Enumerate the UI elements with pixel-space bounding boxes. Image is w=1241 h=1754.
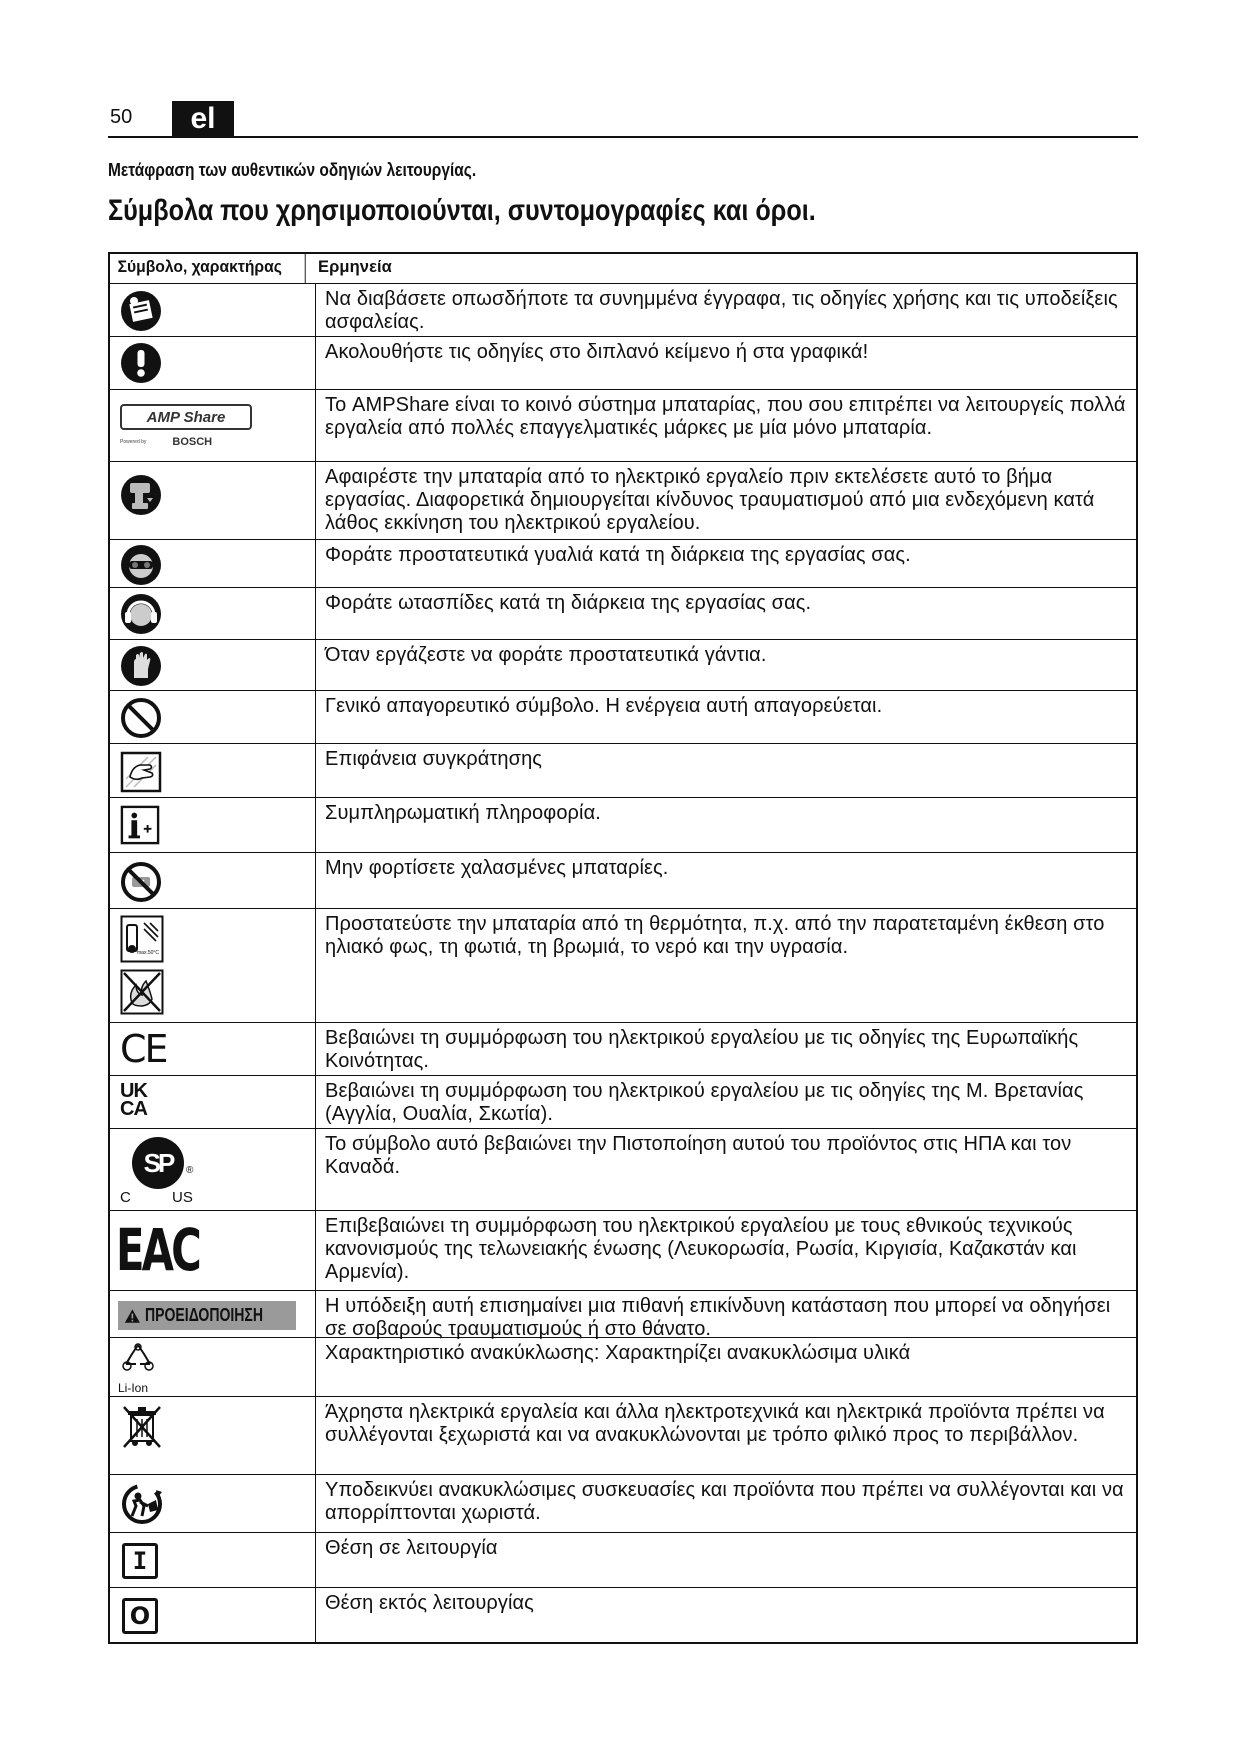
column-header-meaning: Ερμηνεία xyxy=(318,258,392,276)
meaning-text: Φοράτε προστατευτικά γυαλιά κατά τη διάρκεια της εργασίας σας. xyxy=(325,544,911,566)
prohibition-icon xyxy=(120,697,162,739)
warning-triangle-icon xyxy=(124,1307,141,1325)
ampshare-logo-icon xyxy=(120,404,260,454)
csa-left-label: C xyxy=(120,1189,131,1206)
meaning-text: Όταν εργάζεστε να φοράτε προστατευτικά γάντια. xyxy=(325,644,767,666)
table-row xyxy=(110,389,1136,461)
table-row xyxy=(110,587,1136,639)
table-row xyxy=(110,690,1136,743)
table-row xyxy=(110,336,1136,389)
meaning-text: Αφαιρέστε την μπαταρία από το ηλεκτρικό εργαλείο πριν εκτελέσετε αυτό το βήμα εργασίας. Διαφορετικά δημιουργείται κίνδυνος τραυματισμού από μια ενδεχόμενη κατά λάθος εκκίνηση του ηλεκτρικού εργαλείου. xyxy=(325,466,1095,534)
table-row xyxy=(110,461,1136,539)
column-header-symbol: Σύμβολο, χαρακτήρας xyxy=(110,254,306,283)
ukca-mark-icon xyxy=(120,1082,147,1118)
safety-goggles-icon xyxy=(120,544,162,586)
table-row xyxy=(110,797,1136,852)
battery-heat-protection-icon xyxy=(120,915,164,963)
section-title: Σύμβολα που χρησιμοποιούνται, συντομογραφίες και όροι. xyxy=(108,194,816,227)
meaning-text: Το AMPShare είναι το κοινό σύστημα μπαταρίας, που σου επιτρέπει να λειτουργείς πολλά εργαλεία από πολλές επαγγελματικές μάρκες με μία μόνο μπαταρία. xyxy=(325,394,1126,439)
meaning-text: Μην φορτίσετε χαλασμένες μπαταρίες. xyxy=(325,857,669,879)
triman-icon xyxy=(120,1482,164,1526)
meaning-text: Να διαβάσετε οπωσδήποτε τα συνημμένα έγγραφα, τις οδηγίες χρήσης και τις υποδείξεις ασφαλείας. xyxy=(325,288,1118,333)
read-manual-icon xyxy=(120,290,162,332)
table-row xyxy=(110,283,1136,336)
ce-mark-icon: CE xyxy=(120,1027,167,1071)
table-row xyxy=(110,1290,1136,1340)
meaning-text: Βεβαιώνει τη συμμόρφωση του ηλεκτρικού εργαλείου με τις οδηγίες της Ευρωπαϊκής Κοινότητας. xyxy=(325,1027,1079,1072)
meaning-text: Υποδεικνύει ανακυκλώσιμες συσκευασίες και προϊόντα που πρέπει να συλλέγονται και να απορρίπτονται χωριστά. xyxy=(325,1479,1124,1524)
ukca-line-2: CA xyxy=(120,1098,147,1120)
remove-battery-icon xyxy=(120,474,162,516)
csa-mark-icon: SP ® C US xyxy=(118,1135,208,1209)
meaning-text: Το σύμβολο αυτό βεβαιώνει την Πιστοποίηση αυτού του προϊόντος στις ΗΠΑ και τον Καναδά. xyxy=(325,1133,1072,1178)
ear-protection-icon xyxy=(120,593,162,635)
meaning-text: Προστατεύστε την μπαταρία από τη θερμότητα, π.χ. από την παρατεταμένη έκθεση στο ηλιακό φως, τη φωτιά, τη βρωμιά, το νερό και την υγρασία. xyxy=(325,913,1105,958)
language-badge: el xyxy=(172,101,234,137)
eac-mark-icon: EAC xyxy=(116,1216,199,1284)
warning-label-text: ΠΡΟΕΙΔΟΠΟΙΗΣΗ xyxy=(144,1305,263,1325)
ampshare-logo-text: AMP Share xyxy=(120,404,252,430)
table-row xyxy=(110,639,1136,690)
table-row xyxy=(110,1337,1136,1396)
gloves-icon xyxy=(120,645,162,687)
table-row xyxy=(110,1587,1136,1642)
battery-temp-label: max.50°C xyxy=(137,950,160,956)
table-row xyxy=(110,1128,1136,1210)
table-row xyxy=(110,743,1136,797)
ampshare-brand: BOSCH xyxy=(172,436,213,448)
no-charge-damaged-battery-icon xyxy=(120,861,162,903)
document-subtitle: Μετάφραση των αυθεντικών οδηγιών λειτουργίας. xyxy=(108,160,477,180)
table-row xyxy=(110,1210,1136,1290)
meaning-text: Θέση εκτός λειτουργίας xyxy=(325,1592,534,1614)
meaning-text: Επιβεβαιώνει τη συμμόρφωση του ηλεκτρικού εργαλείου με τους εθνικούς τεχνικούς κανονισμούς της τελωνειακής ένωσης (Λευκορωσία, Ρωσία, Κιργισία, Καζακστάν και Αρμενία). xyxy=(325,1215,1077,1283)
grip-surface-icon xyxy=(120,751,162,793)
exclamation-icon xyxy=(120,342,162,384)
weee-bin-icon xyxy=(120,1403,164,1451)
warning-label-icon xyxy=(118,1301,296,1330)
ampshare-powered-by: Powered by xyxy=(120,439,147,445)
table-row xyxy=(110,539,1136,587)
meaning-text: Συμπληρωματική πληροφορία. xyxy=(325,802,601,824)
meaning-text: Η υπόδειξη αυτή επισημαίνει μια πιθανή επικίνδυνη κατάσταση που μπορεί να οδηγήσει σε σοβαρούς τραυματισμούς ή στο θάνατο. xyxy=(325,1295,1111,1340)
table-row xyxy=(110,1474,1136,1532)
meaning-text: Άχρηστα ηλεκτρικά εργαλεία και άλλα ηλεκτροτεχνικά και ηλεκτρικά προϊόντα πρέπει να συλλέγονται ξεχωριστά και να ανακυκλώνονται με τρόπο φιλικό προς το περιβάλλον. xyxy=(325,1401,1105,1446)
meaning-text: Βεβαιώνει τη συμμόρφωση του ηλεκτρικού εργαλείου με τις οδηγίες της Μ. Βρετανίας (Αγγλία, Ουαλία, Σκωτία). xyxy=(325,1080,1084,1125)
meaning-text: Θέση σε λειτουργία xyxy=(325,1537,498,1559)
symbols-table xyxy=(108,252,1138,1644)
information-icon xyxy=(120,805,160,845)
ukca-line-1: UK xyxy=(120,1080,147,1102)
switch-off-icon: O xyxy=(122,1598,158,1634)
meaning-text: Ακολουθήστε τις οδηγίες στο διπλανό κείμενο ή στα γραφικά! xyxy=(325,341,869,363)
table-row xyxy=(110,908,1136,1022)
page-number: 50 xyxy=(110,106,133,128)
meaning-text: Γενικό απαγορευτικό σύμβολο. Η ενέργεια αυτή απαγορεύεται. xyxy=(325,695,883,717)
table-row xyxy=(110,852,1136,908)
switch-on-icon: I xyxy=(122,1543,158,1579)
csa-right-label: US xyxy=(172,1189,193,1206)
header-divider xyxy=(108,136,1138,138)
recycling-li-ion-icon xyxy=(118,1342,168,1394)
meaning-text: Φοράτε ωτασπίδες κατά τη διάρκεια της εργασίας σας. xyxy=(325,592,812,614)
battery-fire-water-icon xyxy=(120,969,164,1015)
csa-logo-text: SP xyxy=(132,1137,184,1189)
table-row xyxy=(110,1396,1136,1474)
table-row xyxy=(110,1022,1136,1075)
table-header-row xyxy=(110,254,1136,283)
meaning-text: Χαρακτηριστικό ανακύκλωσης: Χαρακτηρίζει ανακυκλώσιμα υλικά xyxy=(325,1342,911,1364)
li-ion-label: Li-Ion xyxy=(118,1381,149,1395)
table-row xyxy=(110,1532,1136,1587)
meaning-text: Επιφάνεια συγκράτησης xyxy=(325,748,543,770)
table-row xyxy=(110,1075,1136,1128)
